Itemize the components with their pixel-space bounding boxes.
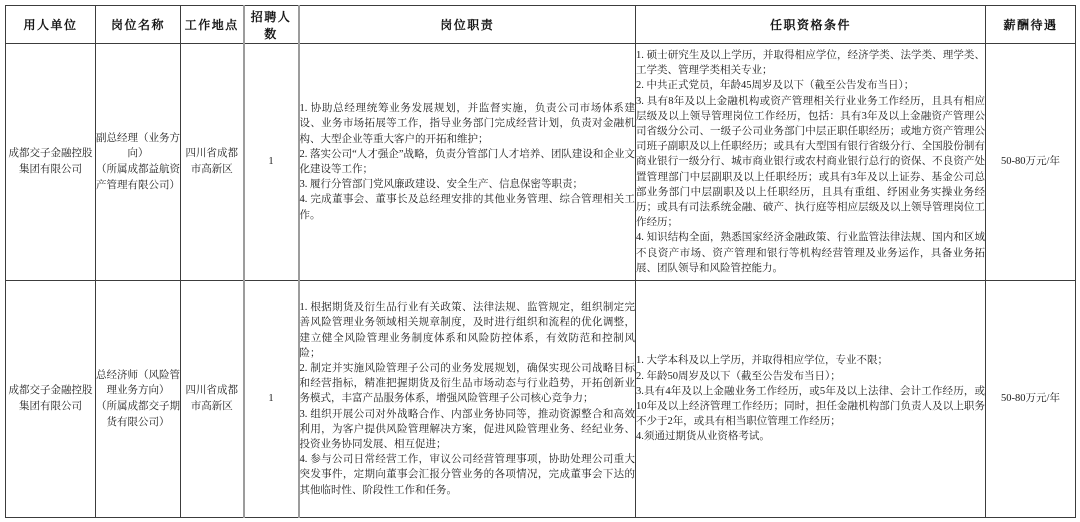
cell-salary: 50-80万元/年 xyxy=(986,281,1076,518)
duty-item: 1. 根据期货及衍生品行业有关政策、法律法规、监管规定，组织制定完善风险管理业务领域相关规章制度，及时进行组织和流程的优化调整，建立健全风险管理业务制度体系和风险防控体系，有效防范和控制风险； xyxy=(299,302,635,359)
duty-item: 1. 协助总经理统筹业务发展规划，并监督实施，负责公司市场体系建设、业务市场拓展等工作，指导业务部门完成经营计划，负责对金融机构、大型企业等重大客户的开拓和维护； xyxy=(299,103,635,145)
qualification-item: 1. 大学本科及以上学历，并取得相应学位，专业不限； xyxy=(636,355,888,367)
qualification-item: 2. 年龄50周岁及以下（截至公告发布当日）； xyxy=(636,370,841,382)
cell-qualifications xyxy=(636,44,986,281)
col-header-employer: 用人单位 xyxy=(6,6,96,44)
qualification-item: 3.具有4年及以上金融业务工作经历，或5年及以上法律、会计工作经历，或10年及以上经济管理工作经历；同时，担任金融机构部门负责人及以上职务不少于2年，或具有相当职位管理工作经历； xyxy=(636,385,985,428)
qualification-item: 4.须通过期货从业资格考试。 xyxy=(636,431,770,443)
position-subsidiary: （所属成都益航资产管理有限公司） xyxy=(96,164,180,191)
col-header-qualifications: 任职资格条件 xyxy=(636,6,986,44)
cell-employer: 成都交子金融控股集团有限公司 xyxy=(6,44,96,281)
table-row-2 xyxy=(6,281,1076,518)
cell-location: 四川省成都市高新区 xyxy=(181,281,244,518)
cell-duties xyxy=(299,44,636,281)
duty-item: 2. 落实公司“人才强企”战略，负责分管部门人才培养、团队建设和企业文化建设等工作； xyxy=(299,148,635,175)
qualification-item: 2. 中共正式党员，年龄45周岁及以下（截至公告发布当日）； xyxy=(636,80,915,92)
col-header-duties: 岗位职责 xyxy=(299,6,636,44)
duty-item: 4. 完成董事会、董事长及总经理安排的其他业务管理、综合管理相关工作。 xyxy=(299,194,635,221)
qualification-item: 4. 知识结构全面，熟悉国家经济金融政策、行业监管法律法规、国内和区域不良资产市场、资产管理和银行等机构经营管理及业务运作，具备业务拓展、团队领导和风险管控能力。 xyxy=(636,232,985,274)
cell-duties xyxy=(299,281,636,518)
cell-qualifications xyxy=(636,281,986,518)
duty-item: 3. 组织开展公司对外战略合作、内部业务协同等，推动资源整合和高效利用，为客户提供风险管理解决方案，促进风险管理业务、经纪业务、投资业务协同发展、相互促进； xyxy=(299,408,635,451)
qualification-item: 3. 具有8年及以上金融机构或资产管理相关行业业务工作经历，且具有相应层级及以上领导管理岗位工作经历，包括：具有3年及以上金融资产管理公司省级分公司、一级子公司业务部门中层正职任职经历；或地方资产管理公司班子副职及以上任职经历；或具有大型国有银行省级分行、全国股份制有商业银行一级分行、城市商业银行或农村商业银行总行的资保、不良资产处置管理部门中层副职及以上任职经历；或具有3年及以上证券、基金公司总部业务部门中层副职及以上任职经历，且具有重组、纾困业务实操业务经历；或具有司法系统金融、破产、执行庭等相应层级及以上领导管理岗位工作经历； xyxy=(636,95,985,229)
col-header-salary: 薪酬待遇 xyxy=(986,6,1076,44)
cell-position xyxy=(96,281,181,518)
position-subsidiary: （所属成都交子期货有限公司） xyxy=(96,401,180,428)
col-header-position: 岗位名称 xyxy=(96,6,181,44)
table-row-1 xyxy=(6,44,1076,281)
duty-item: 2. 制定并实施风险管理子公司的业务发展规划，确保实现公司战略目标和经营指标，精准把握期货及衍生品市场动态与行业趋势，开拓创新业务模式，丰富产品服务体系，增强风险管理子公司核心竞争力； xyxy=(299,362,635,405)
position-title: 副总经理（业务方向） xyxy=(96,132,180,160)
cell-headcount: 1 xyxy=(244,281,299,518)
col-header-headcount: 招聘人数 xyxy=(244,6,299,44)
cell-employer: 成都交子金融控股集团有限公司 xyxy=(6,281,96,518)
cell-location: 四川省成都市高新区 xyxy=(181,44,244,281)
cell-salary: 50-80万元/年 xyxy=(986,44,1076,281)
cell-headcount: 1 xyxy=(244,44,299,281)
position-title: 总经济师（风险管理业务方向） xyxy=(96,369,180,397)
header-row xyxy=(6,6,1076,44)
col-header-location: 工作地点 xyxy=(181,6,244,44)
recruitment-table xyxy=(5,5,1076,518)
duty-item: 4. 参与公司日常经营工作，审议公司经营管理事项，协助处理公司重大突发事件，定期向董事会汇报分管业务的各项情况，完成董事会下达的其他临时性、阶段性工作和任务。 xyxy=(299,454,635,496)
cell-position xyxy=(96,44,181,281)
qualification-item: 1. 硕士研究生及以上学历，并取得相应学位，经济学类、法学类、理学类、工学类、管理学类相关专业； xyxy=(636,49,985,77)
duty-item: 3. 履行分管部门党风廉政建设、安全生产、信息保密等职责； xyxy=(299,179,583,191)
